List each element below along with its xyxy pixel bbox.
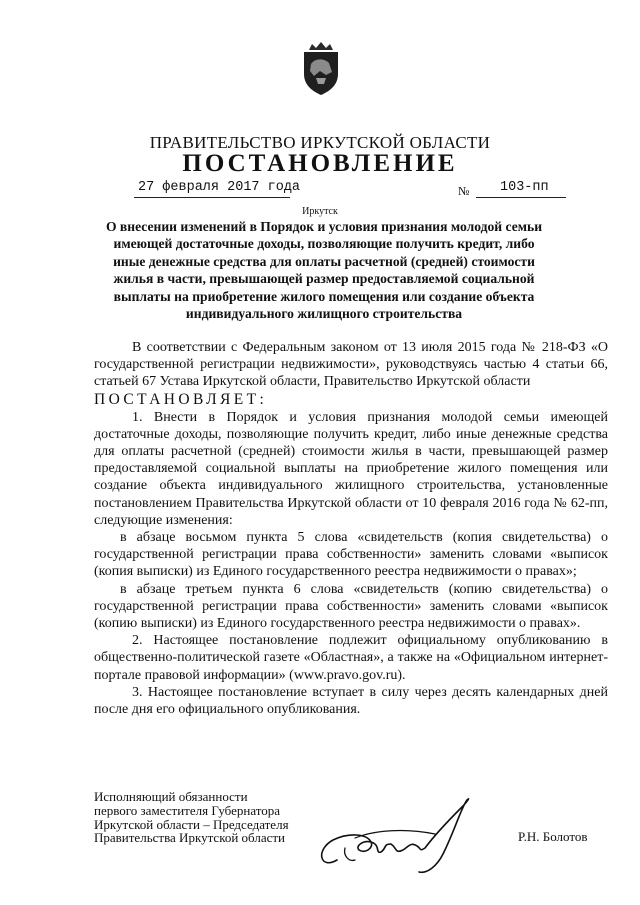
position-line: первого заместителя Губернатора [94,802,281,818]
number-underline [476,197,566,198]
government-name: ПРАВИТЕЛЬСТВО ИРКУТСКОЙ ОБЛАСТИ [149,133,491,152]
decree-date: 27 февраля 2017 года [138,180,301,195]
decree-title: О внесении изменений в Порядок и условия признания молодой семьи имеющей достаточные доходы, позволяющие получить кредит, либо иные денежные средства для оплаты расчетной (средней) стоимости жилья в части, превышающей размер предоставляемой социальной выплаты на приобретение жилого помещения или создание объекта индивидуального жилищного строительства [105,219,543,322]
position-line: Правительства Иркутской области [94,830,286,846]
item-1b-paragraph: в абзаце третьем пункта 6 слова «свидетельств (копию свидетельства) о государственной регистрации права собственности» заменить словами «выписок (копию выписки) из Единого государственного реестра недвижимости о правах». [94,581,608,632]
signer-name: Р.Н. Болотов [518,829,588,844]
item-1a-paragraph: в абзаце восьмом пункта 5 слова «свидетельств (копия свидетельства) о государственной регистрации права собственности» заменить словами «выписок (копия выписки) из Единого государственного реестра недвижимости о правах»; [94,530,608,580]
document-type: ПОСТАНОВЛЕНИЕ [182,150,458,177]
preamble-paragraph: В соответствии с Федеральным законом от 13 июля 2015 года № 218-ФЗ «О государственной регистрации недвижимости», руководствуясь частью 4 статьи 66, статьей 67 Устава Иркутской области, Правительство Иркутской области [94,340,608,390]
position-line: Иркутской области – Председателя [94,816,289,832]
item-2-paragraph: 2. Настоящее постановление подлежит официальному опубликованию в общественно-политической газете «Областная», а также на «Официальном интернет-портале правовой информации» (www.pravo.gov.ru). [94,633,608,683]
decree-number: 103-пп [500,180,549,195]
coat-of-arms-emblem [298,40,344,96]
signatory-position [94,790,289,845]
date-underline [134,197,290,198]
position-line: Исполняющий обязанности [94,789,248,804]
resolves-heading: ПОСТАНОВЛЯЕТ: [94,390,268,408]
decree-body [94,339,608,718]
item-1-paragraph: 1. Внести в Порядок и условия признания молодой семьи имеющей достаточные доходы, позволяющие получить кредит, либо иные денежные средства для оплаты расчетной (средней) стоимости жилья в части, превышающей размер предоставляемой социальной выплаты на приобретение жилого помещения или создание объекта индивидуального жилищного строительства, установленные постановлением Правительства Иркутской области от 10 февраля 2016 года № 62-пп, следующие изменения: [94,409,608,528]
city: Иркутск [302,206,338,217]
item-3-paragraph: 3. Настоящее постановление вступает в силу через десять календарных дней после дня его официального опубликования. [94,684,608,718]
number-sign: № [458,184,470,198]
handwritten-signature [315,790,495,880]
